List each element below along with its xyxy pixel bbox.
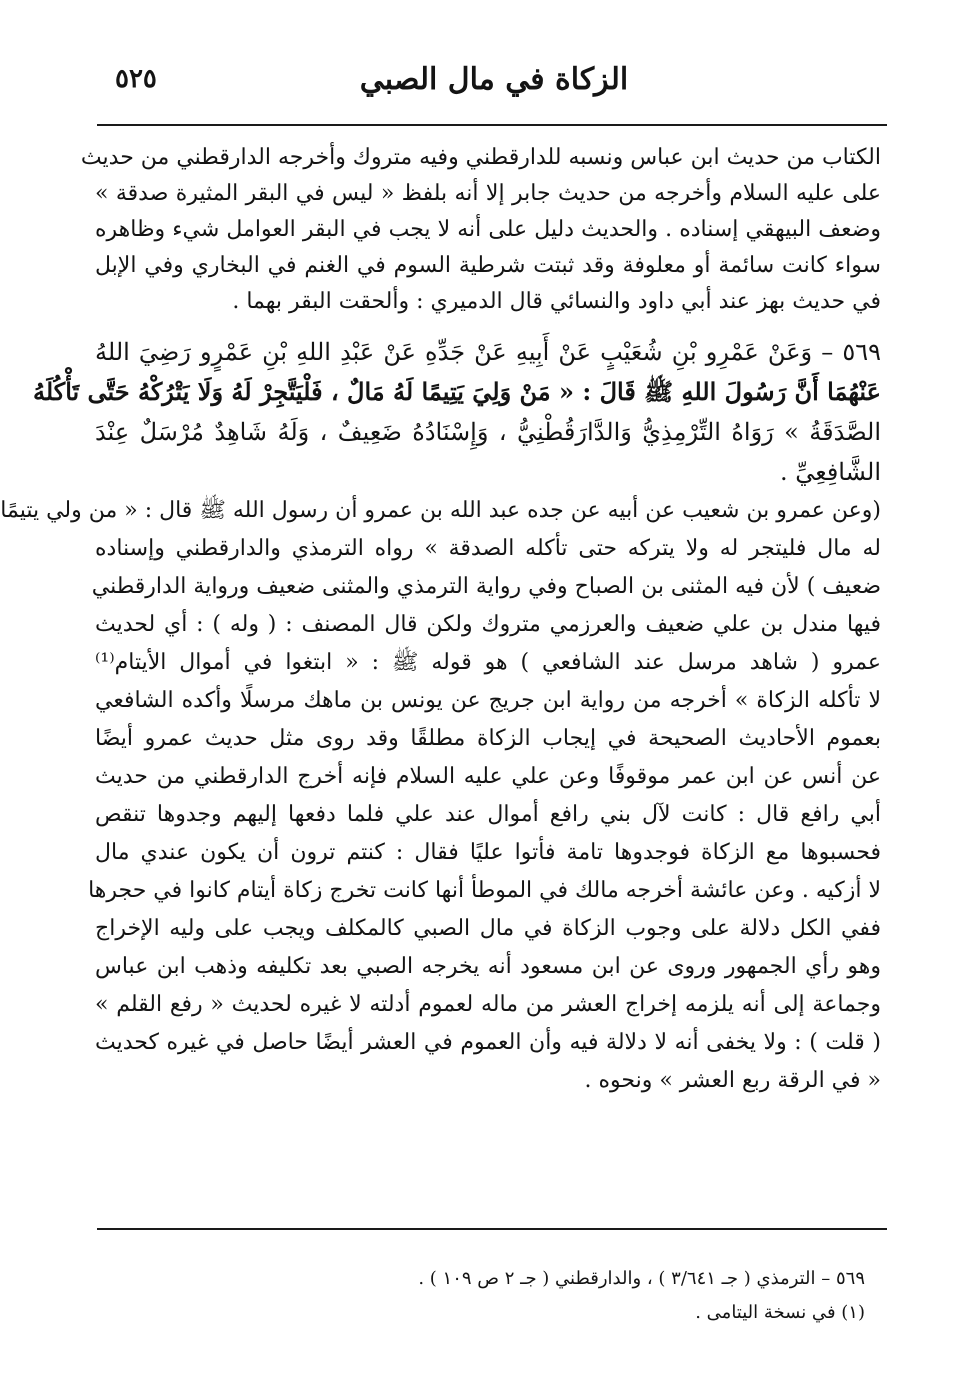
commentary-line: لا أزكيه . وعن عائشة أخرجه مالك في الموطأ أنها كانت تخرج زكاة أيتام كانوا في حجرها	[88, 878, 881, 903]
hadith-line: ٥٦٩ – وَعَنْ عَمْرِو بْنِ شُعَيْبٍ عَنْ أَبِيهِ عَنْ جَدِّهِ عَنْ عَبْدِ اللهِ بْنِ عَمْرٍو رَضِيَ اللهُ	[95, 338, 881, 366]
text-line: في حديث بهز عند أبي داود والنسائي قال الدميري : وألحقت البقر بهما .	[232, 289, 881, 314]
commentary-line: لا تأكله الزكاة » أخرجه من رواية ابن جريج عن يونس بن ماهك مرسلًا وأكده الشافعي	[95, 688, 881, 713]
commentary-line: بعموم الأحاديث الصحيحة في إيجاب الزكاة مطلقًا وقد روى مثل حديث عمرو أيضًا	[95, 726, 881, 751]
commentary-line: أبي رافع قال : كانت لآل بني رافع أموال عند علي فلما دفعها إليهم وجدوها تنقص	[95, 802, 881, 827]
commentary-line: (وعن عمرو بن شعيب عن أبيه عن جده عبد الله بن عمرو أن رسول الله ﷺ قال : « من ولي يتيمًا	[0, 498, 881, 523]
commentary-line: له مال فليتجر له ولا يتركه حتى تأكله الصدقة » رواه الترمذي والدارقطني وإسناده	[95, 536, 881, 561]
commentary-line: « في الرقة ربع العشر » ونحوه .	[584, 1068, 881, 1093]
commentary-line: وجماعة إلى أنه يلزمه إخراج العشر من ماله لعموم أدلته لا غيره لحديث « رفع القلم »	[95, 992, 881, 1017]
commentary-line: فيها مندل بن علي ضعيف والعرزمي متروك ولكن قال المصنف : ( وله ) : أي لحديث	[95, 612, 881, 637]
commentary-line: ففي الكل دلالة على وجوب الزكاة في مال الصبي كالمكلف ويجب على وليه الإخراج	[95, 916, 881, 941]
commentary-paragraph	[0, 492, 881, 1100]
commentary-line: عن أنس عن ابن عمر موقوفًا وعن علي عليه السلام فإنه أخرج الدارقطني من حديث	[95, 764, 881, 789]
header-divider	[97, 124, 887, 126]
footnote-divider	[97, 1228, 887, 1230]
paragraph-gap	[95, 320, 881, 332]
page-header	[101, 52, 887, 108]
hadith-line: الصَّدَقَةُ » رَوَاهُ التِّرْمِذِيُّ وَالدَّارَقُطْنِيُّ ، وَإِسْنَادُهُ ضَعِيفٌ ، وَلَهُ شَاهِدٌ مُرْسَلٌ عِنْدَ	[95, 418, 881, 446]
commentary-line: وهو رأي الجمهور وروى عن ابن مسعود أنه يخرجه الصبي بعد تكليفه وذهب ابن عباس	[95, 954, 881, 979]
commentary-line: ضعيف ) لأن فيه المثنى بن الصباح وفي رواية الترمذي والمثنى ضعيف ورواية الدارقطني	[91, 574, 881, 599]
footnote-source: ٥٦٩ – الترمذي ( جـ ٣/٦٤١ ) ، والدارقطني ( جـ ٢ ص ١٠٩ ) .	[418, 1268, 865, 1289]
text-line: سواء كانت سائمة أو معلوفة وقد ثبتت شرطية السوم في الغنم في البخاري وفي الإبل	[95, 253, 881, 278]
text-line: على عليه السلام وأخرجه من حديث جابر إلا أنه بلفظ « ليس في البقر المثيرة صدقة »	[95, 181, 881, 206]
footnote-variant: (١) في نسخة اليتامى .	[695, 1302, 865, 1323]
footnotes	[95, 1262, 865, 1330]
commentary-line: عمرو ( شاهد مرسل عند الشافعي ) هو قوله ﷺ : « ابتغوا في أموال الأيتام⁽¹⁾	[95, 650, 881, 675]
main-text	[0, 140, 881, 1100]
page-number: ٥٢٥	[115, 64, 157, 94]
commentary-line: ( قلت ) : ولا يخفى أنه لا دلالة فيه وأن العموم في العشر أيضًا حاصل في غيره كحديث	[95, 1030, 881, 1055]
running-title: الزكاة في مال الصبي	[359, 62, 629, 97]
text-line: الكتاب من حديث ابن عباس ونسبه للدارقطني وفيه متروك وأخرجه الدارقطني من حديث	[80, 145, 881, 170]
hadith-paragraph	[32, 332, 881, 492]
hadith-line: عَنْهُمَا أَنَّ رَسُولَ اللهِ ﷺ قَالَ : « مَنْ وَلِيَ يَتِيمًا لَهُ مَالٌ ، فَلْيَتَّجِرْ لَهُ وَلَا يَتْرُكْهُ حَتَّى تَأْكُلَهُ	[32, 377, 881, 406]
text-line: وضعف البيهقي إسناده . والحديث دليل على أنه لا يجب في البقر العوامل شيء وظاهره	[95, 217, 881, 242]
commentary-line: فحسبوها مع الزكاة فوجدوها تامة فأتوا عليًا فقال : كنتم ترون أن يكون عندي مال	[95, 840, 881, 865]
hadith-line: الشَّافِعِيِّ .	[779, 458, 881, 486]
intro-paragraph	[80, 140, 881, 320]
